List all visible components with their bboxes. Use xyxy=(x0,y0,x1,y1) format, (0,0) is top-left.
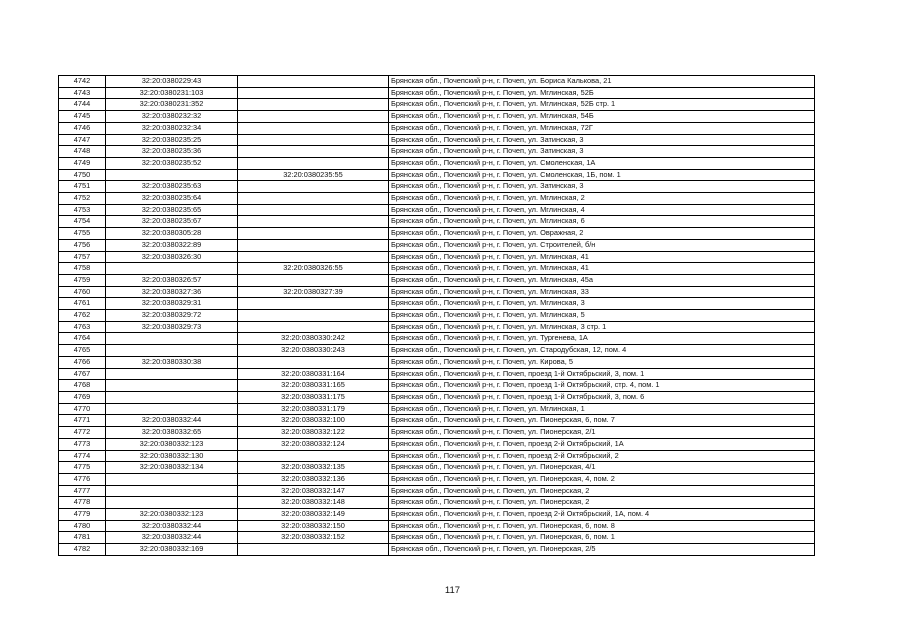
related-cadastral-number-cell xyxy=(238,181,389,193)
related-cadastral-number-cell: 32:20:0380331:175 xyxy=(238,391,389,403)
address-cell: Брянская обл., Почепский р-н, г. Почеп, ул. Пионерская, 2 xyxy=(389,485,815,497)
table-row xyxy=(59,532,815,544)
table-row xyxy=(59,544,815,556)
table-row xyxy=(59,321,815,333)
row-number-cell: 4778 xyxy=(59,497,106,509)
address-cell: Брянская обл., Почепский р-н, г. Почеп, проезд 2-й Октябрьский, 2 xyxy=(389,450,815,462)
cadastral-number-cell: 32:20:0380235:64 xyxy=(106,193,238,205)
table-row xyxy=(59,181,815,193)
address-cell: Брянская обл., Почепский р-н, г. Почеп, проезд 2-й Октябрьский, 1А, пом. 4 xyxy=(389,509,815,521)
cadastral-number-cell: 32:20:0380330:38 xyxy=(106,356,238,368)
cadastral-number-cell: 32:20:0380322:89 xyxy=(106,239,238,251)
cadastral-number-cell: 32:20:0380232:34 xyxy=(106,122,238,134)
related-cadastral-number-cell xyxy=(238,76,389,88)
row-number-cell: 4751 xyxy=(59,181,106,193)
address-cell: Брянская обл., Почепский р-н, г. Почеп, проезд 1-й Октябрьский, 3, пом. 6 xyxy=(389,391,815,403)
cadastral-number-cell: 32:20:0380329:31 xyxy=(106,298,238,310)
related-cadastral-number-cell xyxy=(238,450,389,462)
address-cell: Брянская обл., Почепский р-н, г. Почеп, ул. Затинская, 3 xyxy=(389,181,815,193)
row-number-cell: 4771 xyxy=(59,415,106,427)
row-number-cell: 4770 xyxy=(59,403,106,415)
table-row xyxy=(59,228,815,240)
cadastral-number-cell: 32:20:0380332:123 xyxy=(106,438,238,450)
cadastral-number-cell xyxy=(106,169,238,181)
related-cadastral-number-cell xyxy=(238,204,389,216)
row-number-cell: 4747 xyxy=(59,134,106,146)
page-number: 117 xyxy=(444,585,461,596)
cadastral-number-cell: 32:20:0380231:103 xyxy=(106,87,238,99)
related-cadastral-number-cell xyxy=(238,134,389,146)
table-row xyxy=(59,403,815,415)
address-cell: Брянская обл., Почепский р-н, г. Почеп, ул. Пионерская, 4/1 xyxy=(389,462,815,474)
related-cadastral-number-cell: 32:20:0380331:164 xyxy=(238,368,389,380)
cadastral-number-cell: 32:20:0380305:28 xyxy=(106,228,238,240)
address-cell: Брянская обл., Почепский р-н, г. Почеп, ул. Овражная, 2 xyxy=(389,228,815,240)
table-row xyxy=(59,345,815,357)
table-row xyxy=(59,462,815,474)
address-cell: Брянская обл., Почепский р-н, г. Почеп, ул. Мглинская, 41 xyxy=(389,263,815,275)
table-row xyxy=(59,99,815,111)
row-number-cell: 4763 xyxy=(59,321,106,333)
address-cell: Брянская обл., Почепский р-н, г. Почеп, ул. Мглинская, 6 xyxy=(389,216,815,228)
cadastral-number-cell xyxy=(106,497,238,509)
cadastral-number-cell: 32:20:0380332:44 xyxy=(106,415,238,427)
address-cell: Брянская обл., Почепский р-н, г. Почеп, ул. Пионерская, 6, пом. 1 xyxy=(389,532,815,544)
table-row xyxy=(59,298,815,310)
related-cadastral-number-cell xyxy=(238,122,389,134)
address-cell: Брянская обл., Почепский р-н, г. Почеп, ул. Мглинская, 72Г xyxy=(389,122,815,134)
row-number-cell: 4774 xyxy=(59,450,106,462)
table-row xyxy=(59,87,815,99)
row-number-cell: 4754 xyxy=(59,216,106,228)
row-number-cell: 4755 xyxy=(59,228,106,240)
row-number-cell: 4768 xyxy=(59,380,106,392)
address-cell: Брянская обл., Почепский р-н, г. Почеп, проезд 1-й Октябрьский, 3, пом. 1 xyxy=(389,368,815,380)
table-row xyxy=(59,204,815,216)
row-number-cell: 4776 xyxy=(59,473,106,485)
row-number-cell: 4753 xyxy=(59,204,106,216)
cadastral-number-cell: 32:20:0380332:123 xyxy=(106,509,238,521)
row-number-cell: 4761 xyxy=(59,298,106,310)
cadastral-number-cell: 32:20:0380326:30 xyxy=(106,251,238,263)
table-row xyxy=(59,310,815,322)
related-cadastral-number-cell: 32:20:0380326:55 xyxy=(238,263,389,275)
row-number-cell: 4777 xyxy=(59,485,106,497)
cadastral-number-cell: 32:20:0380235:63 xyxy=(106,181,238,193)
row-number-cell: 4757 xyxy=(59,251,106,263)
table-row xyxy=(59,450,815,462)
related-cadastral-number-cell: 32:20:0380327:39 xyxy=(238,286,389,298)
row-number-cell: 4748 xyxy=(59,146,106,158)
table-row xyxy=(59,111,815,123)
address-cell: Брянская обл., Почепский р-н, г. Почеп, ул. Мглинская, 54Б xyxy=(389,111,815,123)
related-cadastral-number-cell xyxy=(238,274,389,286)
related-cadastral-number-cell: 32:20:0380332:124 xyxy=(238,438,389,450)
row-number-cell: 4759 xyxy=(59,274,106,286)
cadastral-number-cell: 32:20:0380232:32 xyxy=(106,111,238,123)
row-number-cell: 4744 xyxy=(59,99,106,111)
registry-table-body xyxy=(59,76,815,556)
cadastral-number-cell: 32:20:0380235:52 xyxy=(106,157,238,169)
related-cadastral-number-cell xyxy=(238,146,389,158)
table-row xyxy=(59,427,815,439)
row-number-cell: 4760 xyxy=(59,286,106,298)
address-cell: Брянская обл., Почепский р-н, г. Почеп, ул. Тургенева, 1А xyxy=(389,333,815,345)
cadastral-number-cell xyxy=(106,403,238,415)
row-number-cell: 4772 xyxy=(59,427,106,439)
related-cadastral-number-cell xyxy=(238,87,389,99)
related-cadastral-number-cell xyxy=(238,193,389,205)
address-cell: Брянская обл., Почепский р-н, г. Почеп, ул. Мглинская, 5 xyxy=(389,310,815,322)
address-cell: Брянская обл., Почепский р-н, г. Почеп, ул. Мглинская, 3 стр. 1 xyxy=(389,321,815,333)
cadastral-number-cell xyxy=(106,368,238,380)
cadastral-number-cell: 32:20:0380332:169 xyxy=(106,544,238,556)
table-row xyxy=(59,76,815,88)
row-number-cell: 4781 xyxy=(59,532,106,544)
table-row xyxy=(59,286,815,298)
row-number-cell: 4764 xyxy=(59,333,106,345)
row-number-cell: 4779 xyxy=(59,509,106,521)
address-cell: Брянская обл., Почепский р-н, г. Почеп, ул. Смоленская, 1Б, пом. 1 xyxy=(389,169,815,181)
address-cell: Брянская обл., Почепский р-н, г. Почеп, ул. Пионерская, 6, пом. 8 xyxy=(389,520,815,532)
table-row xyxy=(59,157,815,169)
address-cell: Брянская обл., Почепский р-н, г. Почеп, ул. Мглинская, 52Б xyxy=(389,87,815,99)
cadastral-number-cell: 32:20:0380332:65 xyxy=(106,427,238,439)
cadastral-number-cell xyxy=(106,333,238,345)
table-row xyxy=(59,356,815,368)
row-number-cell: 4750 xyxy=(59,169,106,181)
row-number-cell: 4775 xyxy=(59,462,106,474)
related-cadastral-number-cell: 32:20:0380330:243 xyxy=(238,345,389,357)
table-row xyxy=(59,438,815,450)
table-row xyxy=(59,497,815,509)
row-number-cell: 4767 xyxy=(59,368,106,380)
cadastral-number-cell: 32:20:0380235:67 xyxy=(106,216,238,228)
row-number-cell: 4745 xyxy=(59,111,106,123)
table-row xyxy=(59,391,815,403)
table-row xyxy=(59,368,815,380)
row-number-cell: 4758 xyxy=(59,263,106,275)
cadastral-number-cell: 32:20:0380235:36 xyxy=(106,146,238,158)
address-cell: Брянская обл., Почепский р-н, г. Почеп, ул. Мглинская, 45а xyxy=(389,274,815,286)
address-cell: Брянская обл., Почепский р-н, г. Почеп, ул. Пионерская, 2/5 xyxy=(389,544,815,556)
address-cell: Брянская обл., Почепский р-н, г. Почеп, ул. Пионерская, 6, пом. 7 xyxy=(389,415,815,427)
row-number-cell: 4782 xyxy=(59,544,106,556)
table-row xyxy=(59,274,815,286)
cadastral-number-cell xyxy=(106,263,238,275)
table-row xyxy=(59,146,815,158)
cadastral-number-cell: 32:20:0380231:352 xyxy=(106,99,238,111)
cadastral-number-cell: 32:20:0380332:44 xyxy=(106,520,238,532)
table-row xyxy=(59,216,815,228)
related-cadastral-number-cell: 32:20:0380330:242 xyxy=(238,333,389,345)
related-cadastral-number-cell xyxy=(238,321,389,333)
table-row xyxy=(59,415,815,427)
row-number-cell: 4746 xyxy=(59,122,106,134)
cadastral-number-cell xyxy=(106,473,238,485)
cadastral-number-cell xyxy=(106,345,238,357)
address-cell: Брянская обл., Почепский р-н, г. Почеп, ул. Кирова, 5 xyxy=(389,356,815,368)
address-cell: Брянская обл., Почепский р-н, г. Почеп, ул. Смоленская, 1А xyxy=(389,157,815,169)
cadastral-number-cell: 32:20:0380329:73 xyxy=(106,321,238,333)
cadastral-number-cell: 32:20:0380329:72 xyxy=(106,310,238,322)
related-cadastral-number-cell xyxy=(238,216,389,228)
cadastral-number-cell xyxy=(106,380,238,392)
cadastral-number-cell: 32:20:0380235:65 xyxy=(106,204,238,216)
address-cell: Брянская обл., Почепский р-н, г. Почеп, ул. Мглинская, 33 xyxy=(389,286,815,298)
related-cadastral-number-cell xyxy=(238,310,389,322)
related-cadastral-number-cell: 32:20:0380332:147 xyxy=(238,485,389,497)
address-cell: Брянская обл., Почепский р-н, г. Почеп, ул. Стародубская, 12, пом. 4 xyxy=(389,345,815,357)
address-cell: Брянская обл., Почепский р-н, г. Почеп, проезд 1-й Октябрьский, стр. 4, пом. 1 xyxy=(389,380,815,392)
cadastral-number-cell: 32:20:0380332:134 xyxy=(106,462,238,474)
related-cadastral-number-cell: 32:20:0380332:148 xyxy=(238,497,389,509)
cadastral-number-cell: 32:20:0380332:44 xyxy=(106,532,238,544)
related-cadastral-number-cell xyxy=(238,111,389,123)
related-cadastral-number-cell: 32:20:0380235:55 xyxy=(238,169,389,181)
address-cell: Брянская обл., Почепский р-н, г. Почеп, ул. Мглинская, 4 xyxy=(389,204,815,216)
table-row xyxy=(59,509,815,521)
related-cadastral-number-cell: 32:20:0380332:152 xyxy=(238,532,389,544)
related-cadastral-number-cell xyxy=(238,99,389,111)
row-number-cell: 4749 xyxy=(59,157,106,169)
row-number-cell: 4756 xyxy=(59,239,106,251)
address-cell: Брянская обл., Почепский р-н, г. Почеп, ул. Затинская, 3 xyxy=(389,146,815,158)
row-number-cell: 4743 xyxy=(59,87,106,99)
address-cell: Брянская обл., Почепский р-н, г. Почеп, проезд 2-й Октябрьский, 1А xyxy=(389,438,815,450)
related-cadastral-number-cell: 32:20:0380332:135 xyxy=(238,462,389,474)
row-number-cell: 4752 xyxy=(59,193,106,205)
address-cell: Брянская обл., Почепский р-н, г. Почеп, ул. Пионерская, 2/1 xyxy=(389,427,815,439)
table-row xyxy=(59,193,815,205)
related-cadastral-number-cell: 32:20:0380332:122 xyxy=(238,427,389,439)
related-cadastral-number-cell: 32:20:0380332:136 xyxy=(238,473,389,485)
cadastral-number-cell: 32:20:0380332:130 xyxy=(106,450,238,462)
related-cadastral-number-cell: 32:20:0380331:165 xyxy=(238,380,389,392)
address-cell: Брянская обл., Почепский р-н, г. Почеп, ул. Мглинская, 52Б стр. 1 xyxy=(389,99,815,111)
related-cadastral-number-cell: 32:20:0380332:149 xyxy=(238,509,389,521)
address-cell: Брянская обл., Почепский р-н, г. Почеп, ул. Мглинская, 3 xyxy=(389,298,815,310)
address-cell: Брянская обл., Почепский р-н, г. Почеп, ул. Мглинская, 1 xyxy=(389,403,815,415)
table-row xyxy=(59,169,815,181)
table-row xyxy=(59,333,815,345)
table-row xyxy=(59,380,815,392)
cadastral-number-cell: 32:20:0380229:43 xyxy=(106,76,238,88)
related-cadastral-number-cell xyxy=(238,298,389,310)
related-cadastral-number-cell: 32:20:0380332:150 xyxy=(238,520,389,532)
table-row xyxy=(59,520,815,532)
table-row xyxy=(59,122,815,134)
address-cell: Брянская обл., Почепский р-н, г. Почеп, ул. Пионерская, 4, пом. 2 xyxy=(389,473,815,485)
row-number-cell: 4773 xyxy=(59,438,106,450)
registry-table xyxy=(58,75,815,556)
row-number-cell: 4765 xyxy=(59,345,106,357)
address-cell: Брянская обл., Почепский р-н, г. Почеп, ул. Мглинская, 2 xyxy=(389,193,815,205)
related-cadastral-number-cell xyxy=(238,228,389,240)
related-cadastral-number-cell xyxy=(238,239,389,251)
cadastral-number-cell xyxy=(106,485,238,497)
related-cadastral-number-cell: 32:20:0380331:179 xyxy=(238,403,389,415)
table-row xyxy=(59,473,815,485)
table-row xyxy=(59,239,815,251)
related-cadastral-number-cell: 32:20:0380332:100 xyxy=(238,415,389,427)
table-row xyxy=(59,485,815,497)
cadastral-number-cell: 32:20:0380326:57 xyxy=(106,274,238,286)
address-cell: Брянская обл., Почепский р-н, г. Почеп, ул. Пионерская, 2 xyxy=(389,497,815,509)
cadastral-number-cell: 32:20:0380327:36 xyxy=(106,286,238,298)
table-row xyxy=(59,134,815,146)
address-cell: Брянская обл., Почепский р-н, г. Почеп, ул. Строителей, б/н xyxy=(389,239,815,251)
row-number-cell: 4766 xyxy=(59,356,106,368)
related-cadastral-number-cell xyxy=(238,356,389,368)
cadastral-number-cell: 32:20:0380235:25 xyxy=(106,134,238,146)
address-cell: Брянская обл., Почепский р-н, г. Почеп, ул. Мглинская, 41 xyxy=(389,251,815,263)
row-number-cell: 4762 xyxy=(59,310,106,322)
row-number-cell: 4780 xyxy=(59,520,106,532)
table-row xyxy=(59,263,815,275)
table-row xyxy=(59,251,815,263)
related-cadastral-number-cell xyxy=(238,157,389,169)
related-cadastral-number-cell xyxy=(238,251,389,263)
cadastral-number-cell xyxy=(106,391,238,403)
row-number-cell: 4742 xyxy=(59,76,106,88)
address-cell: Брянская обл., Почепский р-н, г. Почеп, ул. Бориса Калькова, 21 xyxy=(389,76,815,88)
row-number-cell: 4769 xyxy=(59,391,106,403)
address-cell: Брянская обл., Почепский р-н, г. Почеп, ул. Затинская, 3 xyxy=(389,134,815,146)
related-cadastral-number-cell xyxy=(238,544,389,556)
